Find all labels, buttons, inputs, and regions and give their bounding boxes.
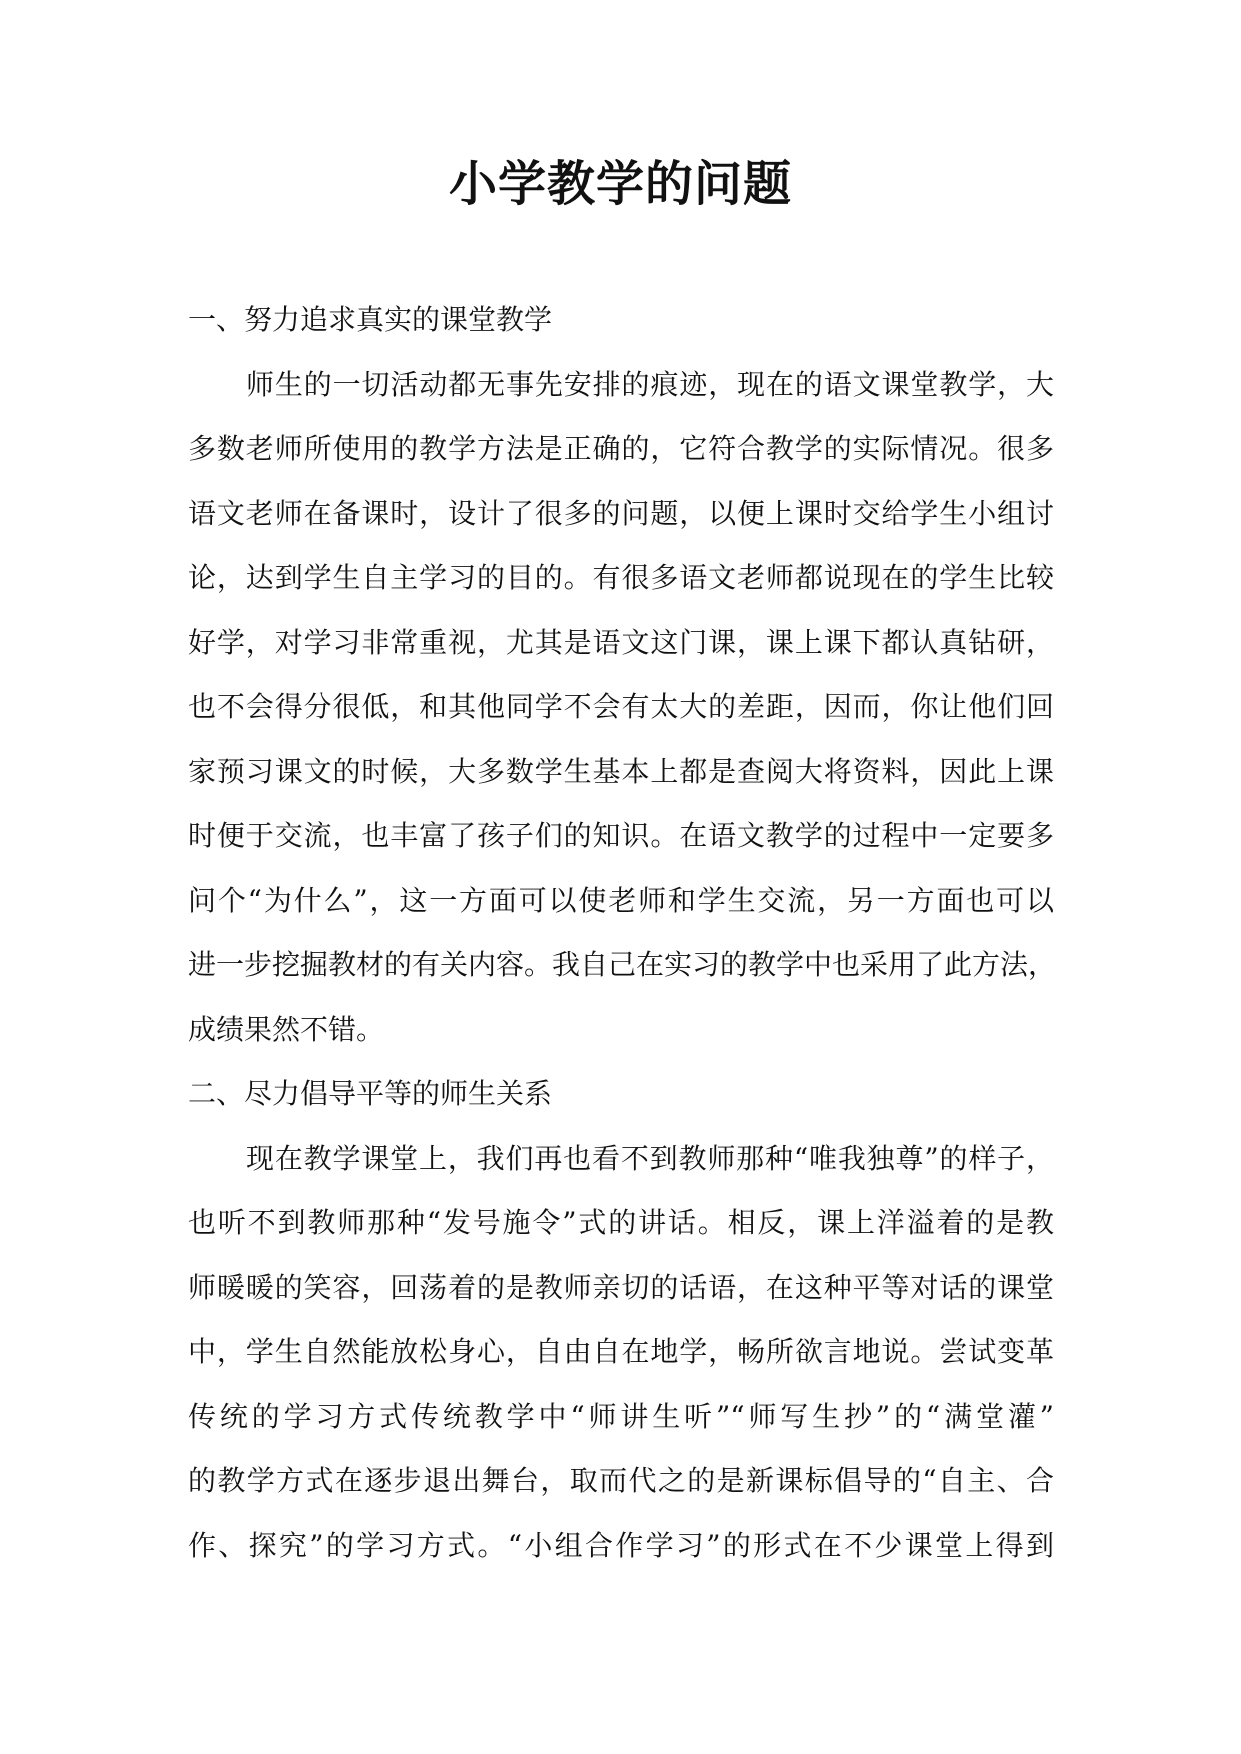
paragraph-line: 语文老师在备课时，设计了很多的问题，以便上课时交给学生小组讨: [188, 496, 1054, 530]
paragraph-line: 中，学生自然能放松身心，自由自在地学，畅所欲言地说。尝试变革: [188, 1335, 1054, 1368]
paragraph-line: 问个“为什么”，这一方面可以使老师和学生交流，另一方面也可以: [188, 883, 1054, 917]
section-heading: 一、努力追求真实的课堂教学: [188, 303, 553, 336]
paragraph-line: 也听不到教师那种“发号施令”式的讲话。相反，课上洋溢着的是教: [188, 1206, 1054, 1239]
paragraph-line: 也不会得分很低，和其他同学不会有太大的差距，因而，你让他们回: [188, 690, 1054, 723]
paragraph-line: 成绩果然不错。: [188, 1012, 385, 1046]
paragraph-line: 多数老师所使用的教学方法是正确的，它符合教学的实际情况。很多: [188, 432, 1054, 465]
paragraph-line: 论，达到学生自主学习的目的。有很多语文老师都说现在的学生比较: [188, 561, 1054, 594]
paragraph-line: 现在教学课堂上，我们再也看不到教师那种“唯我独尊”的样子，: [246, 1141, 1054, 1175]
paragraph-line: 时便于交流，也丰富了孩子们的知识。在语文教学的过程中一定要多: [188, 819, 1054, 852]
document-title: 小学教学的问题: [448, 156, 792, 212]
paragraph-line: 进一步挖掘教材的有关内容。我自己在实习的教学中也采用了此方法，: [188, 948, 1057, 981]
document-body: [188, 288, 1057, 1578]
section-paragraph: [188, 353, 1057, 1063]
paragraph-line: 好学，对学习非常重视，尤其是语文这门课，课上课下都认真钻研，: [188, 625, 1054, 659]
section-1: [188, 288, 1057, 1062]
paragraph-line: 师生的一切活动都无事先安排的痕迹，现在的语文课堂教学，大: [246, 367, 1054, 401]
paragraph-line: 传统的学习方式传统教学中“师讲生听”“师写生抄”的“满堂灌”: [188, 1399, 1054, 1433]
paragraph-line: 师暖暖的笑容，回荡着的是教师亲切的话语，在这种平等对话的课堂: [188, 1270, 1054, 1304]
section-2: [188, 1062, 1054, 1578]
paragraph-line: 的教学方式在逐步退出舞台，取而代之的是新课标倡导的“自主、合: [188, 1464, 1054, 1497]
section-heading: 二、尽力倡导平等的师生关系: [188, 1077, 553, 1110]
section-paragraph: [188, 1127, 1054, 1579]
paragraph-line: 作、探究”的学习方式。“小组合作学习”的形式在不少课堂上得到: [188, 1528, 1054, 1562]
paragraph-line: 家预习课文的时候，大多数学生基本上都是查阅大将资料，因此上课: [188, 754, 1054, 788]
